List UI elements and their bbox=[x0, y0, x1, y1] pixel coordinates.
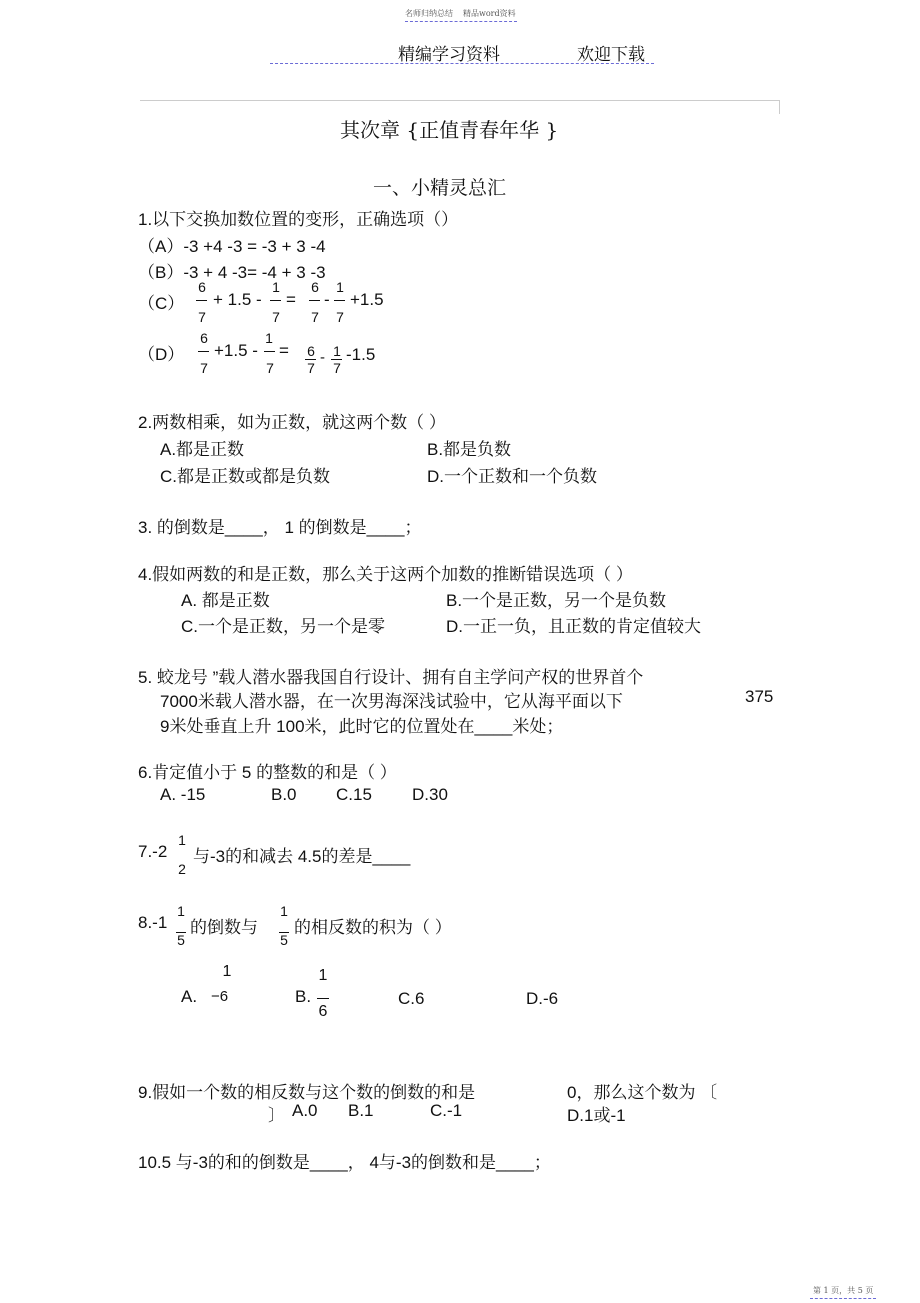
q7-frac-num: 1 bbox=[178, 832, 186, 848]
q6-option-d: D.30 bbox=[412, 785, 448, 804]
q6-option-a: A. -15 bbox=[160, 785, 206, 804]
q1-option-c-label: （C） bbox=[138, 294, 185, 313]
q9-option-a: A.0 bbox=[292, 1101, 318, 1120]
q1-c-part2: = bbox=[286, 290, 296, 309]
q4-option-b: B.一个是正数，另一个是负数 bbox=[446, 591, 667, 610]
q5-line2-number: 375 bbox=[745, 687, 774, 706]
q1-c-frac2-num: 1 bbox=[272, 279, 280, 295]
q1-c-part4: +1.5 bbox=[350, 290, 384, 309]
header-right: 欢迎下载 bbox=[577, 45, 645, 65]
q8-option-a-num: 1 bbox=[222, 963, 232, 980]
frame-corner bbox=[779, 100, 780, 114]
header-underline bbox=[270, 63, 654, 64]
q1-c-part1: + 1.5 - bbox=[213, 290, 262, 309]
footer-underline bbox=[810, 1298, 876, 1299]
q1-c-frac4-bar bbox=[334, 300, 345, 301]
q1-d-frac1-den: 7 bbox=[200, 360, 208, 376]
q1-d-frac2-num: 1 bbox=[265, 330, 273, 346]
q8-option-b-num: 1 bbox=[318, 967, 328, 984]
q1-c-frac3-num: 6 bbox=[311, 279, 319, 295]
frame-top-line bbox=[140, 100, 780, 101]
q9-close-bracket: 〕 bbox=[268, 1106, 285, 1125]
q9-option-c: C.-1 bbox=[430, 1101, 463, 1120]
q1-c-frac2-den: 7 bbox=[272, 309, 280, 325]
header-left: 精编学习资料 bbox=[398, 45, 500, 65]
q8-frac1-den: 5 bbox=[177, 932, 185, 948]
q5-line3: 9米处垂直上升 100米，此时它的位置处在____米处； bbox=[160, 717, 564, 736]
q8-option-a-value: −6 bbox=[211, 988, 229, 1005]
q2-option-a: A.都是正数 bbox=[160, 440, 245, 459]
q7-prefix: 7.-2 bbox=[138, 842, 168, 861]
q6-stem: 6.肯定值小于 5 的整数的和是（ ） bbox=[138, 763, 397, 782]
page-title: 其次章 {正值青春年华 } bbox=[340, 118, 559, 142]
q8-option-b-den: 6 bbox=[318, 1003, 328, 1020]
q1-d-frac4-num: 1 bbox=[333, 343, 341, 359]
q8-mid: 的倒数与 bbox=[190, 918, 258, 937]
q7-suffix: 与-3的和减去 4.5的差是____ bbox=[193, 847, 411, 866]
q8-suffix: 的相反数的积为（ ） bbox=[294, 918, 452, 937]
q2-option-c: C.都是正数或都是负数 bbox=[160, 467, 330, 486]
q5-line1: 5. 蛟龙号 ”载人潜水器我国自行设计、拥有自主学问产权的世界首个 bbox=[138, 668, 644, 687]
q8-option-b-label: B. bbox=[295, 987, 312, 1006]
q9-option-b: B.1 bbox=[348, 1101, 374, 1120]
q7-frac-den: 2 bbox=[178, 861, 186, 877]
q1-c-frac1-den: 7 bbox=[198, 309, 206, 325]
q9-line1: 9.假如一个数的相反数与这个数的倒数的和是 bbox=[138, 1083, 476, 1102]
q1-c-frac1-num: 6 bbox=[198, 279, 206, 295]
q8-prefix: 8.-1 bbox=[138, 913, 168, 932]
q1-c-part3: - bbox=[324, 290, 330, 309]
q4-option-a: A. 都是正数 bbox=[181, 591, 270, 610]
top-note-right: 精品word资料 bbox=[463, 9, 516, 18]
q4-option-c: C.一个是正数，另一个是零 bbox=[181, 617, 385, 636]
q8-option-a-label: A. bbox=[181, 987, 198, 1006]
q8-frac1-num: 1 bbox=[177, 903, 185, 919]
q1-d-part3: - bbox=[320, 349, 325, 366]
q1-d-frac2-bar bbox=[264, 351, 275, 352]
q9-option-d: D.1或-1 bbox=[567, 1106, 626, 1125]
top-note-underline bbox=[405, 21, 517, 22]
q1-c-frac4-den: 7 bbox=[336, 309, 344, 325]
q1-d-frac3-den: 7 bbox=[307, 360, 315, 376]
q1-c-frac2-bar bbox=[270, 300, 281, 301]
page-number: 第 1 页，共 5 页 bbox=[813, 1286, 874, 1295]
section-heading: 一、小精灵总汇 bbox=[373, 177, 507, 199]
q9-line1-value: 0，那么这个数为 〔 bbox=[567, 1083, 718, 1102]
q8-option-b-bar bbox=[317, 998, 329, 999]
q1-c-frac3-bar bbox=[309, 300, 320, 301]
q2-stem: 2.两数相乘，如为正数，就这两个数（ ） bbox=[138, 413, 446, 432]
q8-option-d: D.-6 bbox=[526, 989, 559, 1008]
q1-d-frac1-bar bbox=[198, 351, 209, 352]
q3-text: 3. 的倒数是____， 1 的倒数是____； bbox=[138, 518, 422, 537]
q1-d-part4: -1.5 bbox=[346, 345, 376, 364]
q1-option-b: （B）-3 + 4 -3= -4 + 3 -3 bbox=[138, 263, 326, 282]
q1-d-frac2-den: 7 bbox=[266, 360, 274, 376]
q1-d-frac3-num: 6 bbox=[307, 343, 315, 359]
q10-text: 10.5 与-3的和的倒数是____， 4与-3的倒数和是____； bbox=[138, 1153, 551, 1172]
q1-c-frac1-bar bbox=[196, 300, 207, 301]
q1-d-part1: +1.5 - bbox=[214, 341, 258, 360]
q4-option-d: D.一正一负，且正数的肯定值较大 bbox=[446, 617, 701, 636]
q1-stem: 1.以下交换加数位置的变形，正确选项（） bbox=[138, 210, 459, 229]
q1-d-frac1-num: 6 bbox=[200, 330, 208, 346]
q5-line2: 7000米载人潜水器，在一次男海深浅试验中，它从海平面以下 bbox=[160, 692, 623, 711]
q8-frac2-num: 1 bbox=[280, 903, 288, 919]
q1-option-a: （A）-3 +4 -3 = -3 + 3 -4 bbox=[138, 237, 326, 256]
q1-c-frac4-num: 1 bbox=[336, 279, 344, 295]
q6-option-b: B.0 bbox=[271, 785, 297, 804]
q1-d-part2: = bbox=[279, 341, 289, 360]
q1-c-frac3-den: 7 bbox=[311, 309, 319, 325]
q4-stem: 4.假如两数的和是正数，那么关于这两个加数的推断错误选项（ ） bbox=[138, 565, 633, 584]
q8-option-c: C.6 bbox=[398, 989, 425, 1008]
top-note-left: 名师归纳总结 bbox=[405, 9, 453, 18]
q2-option-d: D.一个正数和一个负数 bbox=[427, 467, 597, 486]
q1-d-frac4-den: 7 bbox=[333, 360, 341, 376]
q2-option-b: B.都是负数 bbox=[427, 440, 512, 459]
q6-option-c: C.15 bbox=[336, 785, 372, 804]
q1-option-d-label: （D） bbox=[138, 345, 185, 364]
q8-frac2-den: 5 bbox=[280, 932, 288, 948]
